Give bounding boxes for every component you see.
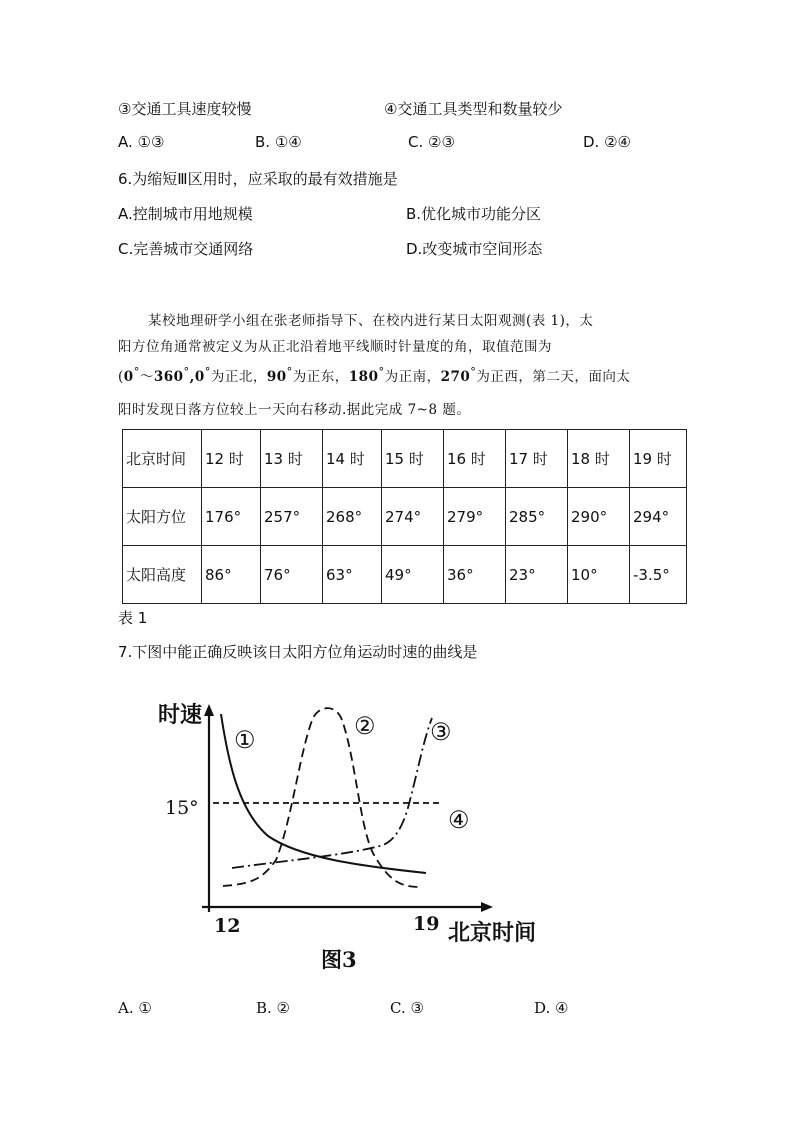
q7-choice-d: D. ④ xyxy=(534,999,569,1017)
x-axis-arrow xyxy=(481,902,493,912)
curve-2-label: ② xyxy=(354,712,376,740)
table-cell: 23° xyxy=(506,546,568,604)
x-tick-end: 19 xyxy=(413,913,440,935)
q7-choice-c: C. ③ xyxy=(390,999,424,1017)
table-cell: 257° xyxy=(261,488,323,546)
y-axis-arrow xyxy=(204,704,214,716)
curve-3 xyxy=(232,718,432,868)
table-cell: 86° xyxy=(202,546,261,604)
intro-line-3: (0°～360°,0°为正北，90°为正东，180°为正南，270°为正西，第二天，面向太 xyxy=(118,365,631,385)
q5-choice-d: D. ②④ xyxy=(583,133,631,151)
table-row xyxy=(123,546,687,604)
x-tick-start: 12 xyxy=(214,915,241,937)
table-cell: 19 时 xyxy=(630,430,687,488)
figure-3 xyxy=(150,690,560,985)
q6-option-a: A.控制城市用地规模 xyxy=(118,205,253,223)
table-cell: 太阳方位 xyxy=(123,488,202,546)
table-cell: 16 时 xyxy=(444,430,506,488)
intro-line-2: 阳方位角通常被定义为从正北沿着地平线顺时针量度的角，取值范围为 xyxy=(118,339,552,355)
table-cell: 36° xyxy=(444,546,506,604)
table-cell: 17 时 xyxy=(506,430,568,488)
table-cell: 279° xyxy=(444,488,506,546)
q7-choice-b: B. ② xyxy=(256,999,291,1017)
q6-option-b: B.优化城市功能分区 xyxy=(406,205,542,223)
observation-table xyxy=(122,429,687,604)
table-row xyxy=(123,430,687,488)
curve-1-label: ① xyxy=(234,726,256,754)
q6-option-c: C.完善城市交通网络 xyxy=(118,240,254,258)
table-cell: 太阳高度 xyxy=(123,546,202,604)
table-cell: 294° xyxy=(630,488,687,546)
table-cell: 15 时 xyxy=(382,430,444,488)
table-row xyxy=(123,488,687,546)
table-cell: 10° xyxy=(568,546,630,604)
table-cell: 176° xyxy=(202,488,261,546)
table-cell: 63° xyxy=(323,546,382,604)
table-cell: 285° xyxy=(506,488,568,546)
table-cell: 274° xyxy=(382,488,444,546)
curve-4-label: ④ xyxy=(448,806,470,834)
y-tick-15: 15° xyxy=(165,797,199,819)
q5-choice-b: B. ①④ xyxy=(255,133,302,151)
table-cell: 14 时 xyxy=(323,430,382,488)
table-cell: 12 时 xyxy=(202,430,261,488)
curve-3-label: ③ xyxy=(430,718,452,746)
table-cell: 北京时间 xyxy=(123,430,202,488)
intro-line-1: 某校地理研学小组在张老师指导下、在校内进行某日太阳观测(表 1)，太 xyxy=(148,313,594,329)
figure-caption: 图3 xyxy=(321,947,357,972)
intro-line-4: 阳时发现日落方位较上一天向右移动.据此完成 7~8 题。 xyxy=(118,402,471,418)
table-cell: 268° xyxy=(323,488,382,546)
x-axis-label: 北京时间 xyxy=(448,920,537,946)
q6-option-d: D.改变城市空间形态 xyxy=(406,240,543,258)
q6-question: 6.为缩短Ⅲ区用时，应采取的最有效措施是 xyxy=(118,170,398,188)
table-cell: 76° xyxy=(261,546,323,604)
q5-choice-c: C. ②③ xyxy=(408,133,455,151)
q7-choice-a: A. ① xyxy=(118,999,152,1017)
table-cell: 13 时 xyxy=(261,430,323,488)
q5-option-3: ③交通工具速度较慢 xyxy=(118,100,252,118)
table-cell: 290° xyxy=(568,488,630,546)
y-axis-label: 时速 xyxy=(158,702,203,728)
table-cell: 18 时 xyxy=(568,430,630,488)
table-caption: 表 1 xyxy=(118,609,148,627)
table-cell: -3.5° xyxy=(630,546,687,604)
table-cell: 49° xyxy=(382,546,444,604)
q5-choice-a: A. ①③ xyxy=(118,133,165,151)
q7-question: 7.下图中能正确反映该日太阳方位角运动时速的曲线是 xyxy=(118,643,478,661)
q5-option-4: ④交通工具类型和数量较少 xyxy=(384,100,563,118)
